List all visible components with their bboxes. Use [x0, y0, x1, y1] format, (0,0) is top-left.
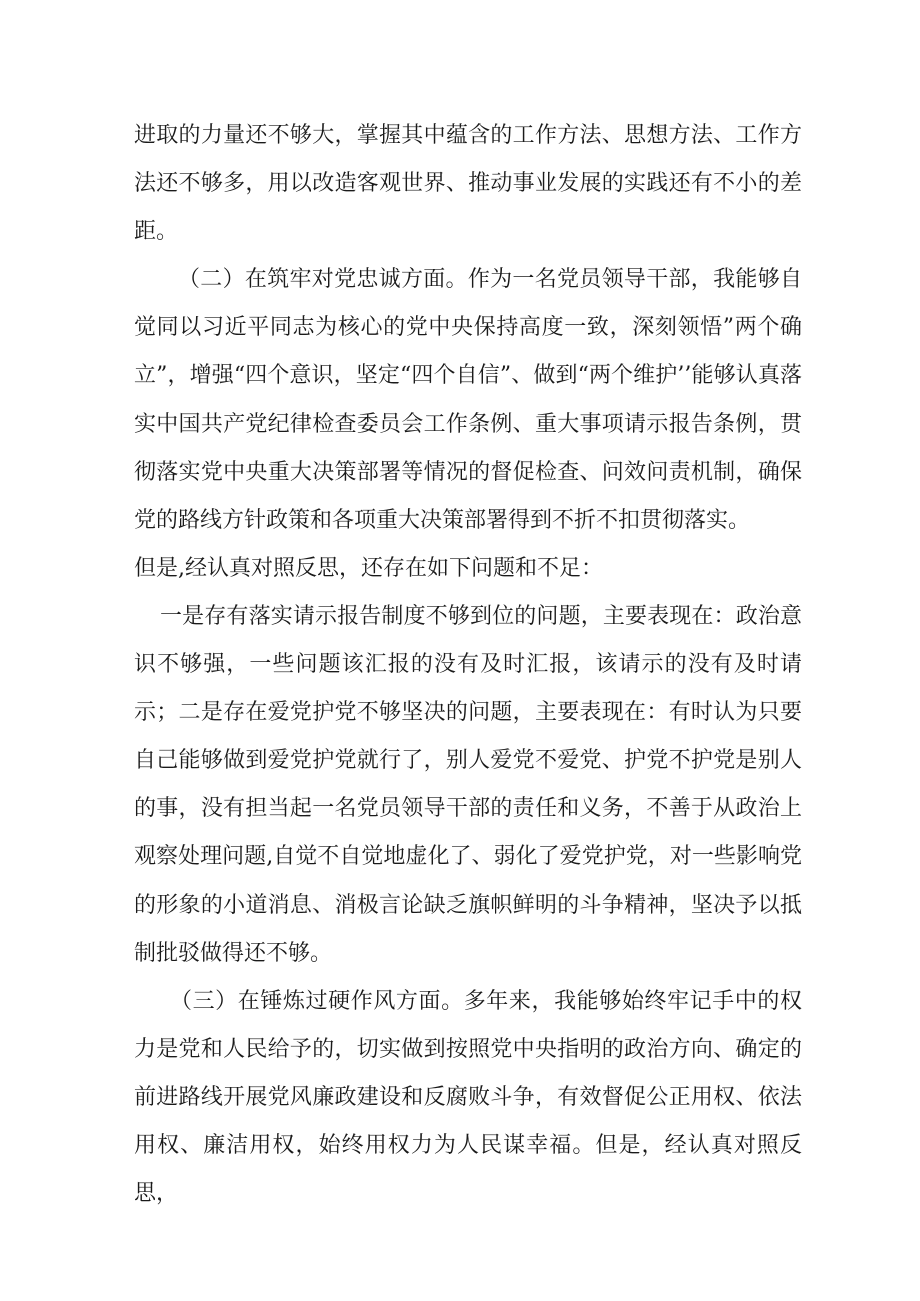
paragraph-section-two: （二）在筑牢对党忠诚方面。作为一名党员领导干部，我能够自觉同以习近平同志为核心的党中央保持高度一致，深刻领悟”两个确立”，增强“四个意识，坚定“四个自信”、做到“两个维护’’能够认真落实中国共产党纪律检查委员会工作条例、重大事项请示报告条例，贯彻落实党中央重大决策部署等情况的督促检查、问效问责机制，确保党的路线方针政策和各项重大决策部署得到不折不扣贯彻落实。 [134, 267, 802, 533]
document-body [134, 112, 802, 1218]
paragraph-problems: 一是存有落实请示报告制度不够到位的问题，主要表现在：政治意识不够强，一些问题该汇报的没有及时汇报，该请示的没有及时请示；二是存在爱党护党不够坚决的问题，主要表现在：有时认为只要自己能够做到爱党护党就行了，别人爱党不爱党、护党不护党是别人的事，没有担当起一名党员领导干部的责任和义务，不善于从政治上观察处理问题,自觉不自觉地虚化了、弱化了爱党护党，对一些影响党的形象的小道消息、消极言论缺乏旗帜鲜明的斗争精神，坚决予以抵制批驳做得还不够。 [134, 603, 802, 966]
paragraph-section-three: （三）在锤炼过硬作风方面。多年来，我能够始终牢记手中的权力是党和人民给予的，切实做到按照党中央指明的政治方向、确定的前进路线开展党风廉政建设和反腐败斗争，有效督促公正用权、依法用权、廉洁用权，始终用权力为人民谋幸福。但是，经认真对照反思， [134, 988, 802, 1207]
paragraph-continuation: 进取的力量还不够大，掌握其中蕴含的工作方法、思想方法、工作方法还不够多，用以改造客观世界、推动事业发展的实践还有不小的差距。 [134, 123, 802, 245]
paragraph-however: 但是,经认真对照反思，还存在如下问题和不足： [134, 555, 603, 581]
